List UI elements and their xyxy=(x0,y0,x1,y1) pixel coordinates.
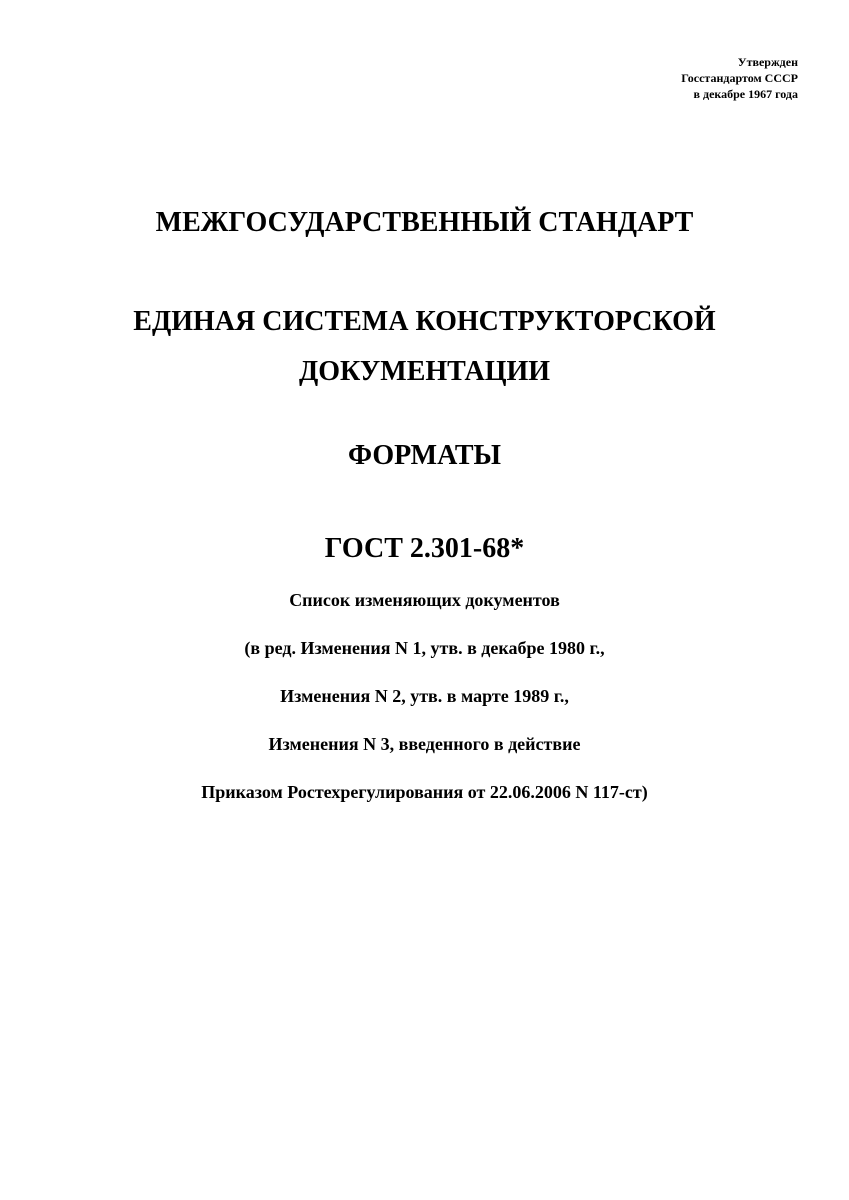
changes-heading: Список изменяющих документов xyxy=(289,590,560,610)
system-heading xyxy=(0,297,849,397)
standard-designation: ГОСТ 2.301-68* xyxy=(324,533,525,564)
changes-line: Приказом Ростехрегулирования от 22.06.2006 N 117-ст) xyxy=(201,782,648,802)
system-heading-line: ДОКУМЕНТАЦИИ xyxy=(298,356,551,387)
changes-line: Изменения N 2, утв. в марте 1989 г., xyxy=(280,686,569,706)
changes-line: Изменения N 3, введенного в действие xyxy=(268,734,581,754)
approval-block xyxy=(681,54,798,102)
system-heading-line: ЕДИНАЯ СИСТЕМА КОНСТРУКТОРСКОЙ xyxy=(133,306,716,337)
changes-line: (в ред. Изменения N 1, утв. в декабре 1980 г., xyxy=(244,638,605,658)
document-title: ФОРМАТЫ xyxy=(347,440,502,471)
approval-line: в декабре 1967 года xyxy=(693,87,798,101)
changes-list xyxy=(0,589,849,829)
standard-type-heading: МЕЖГОСУДАРСТВЕННЫЙ СТАНДАРТ xyxy=(155,207,694,238)
approval-line: Госстандартом СССР xyxy=(681,71,798,85)
approval-line: Утвержден xyxy=(737,55,798,69)
